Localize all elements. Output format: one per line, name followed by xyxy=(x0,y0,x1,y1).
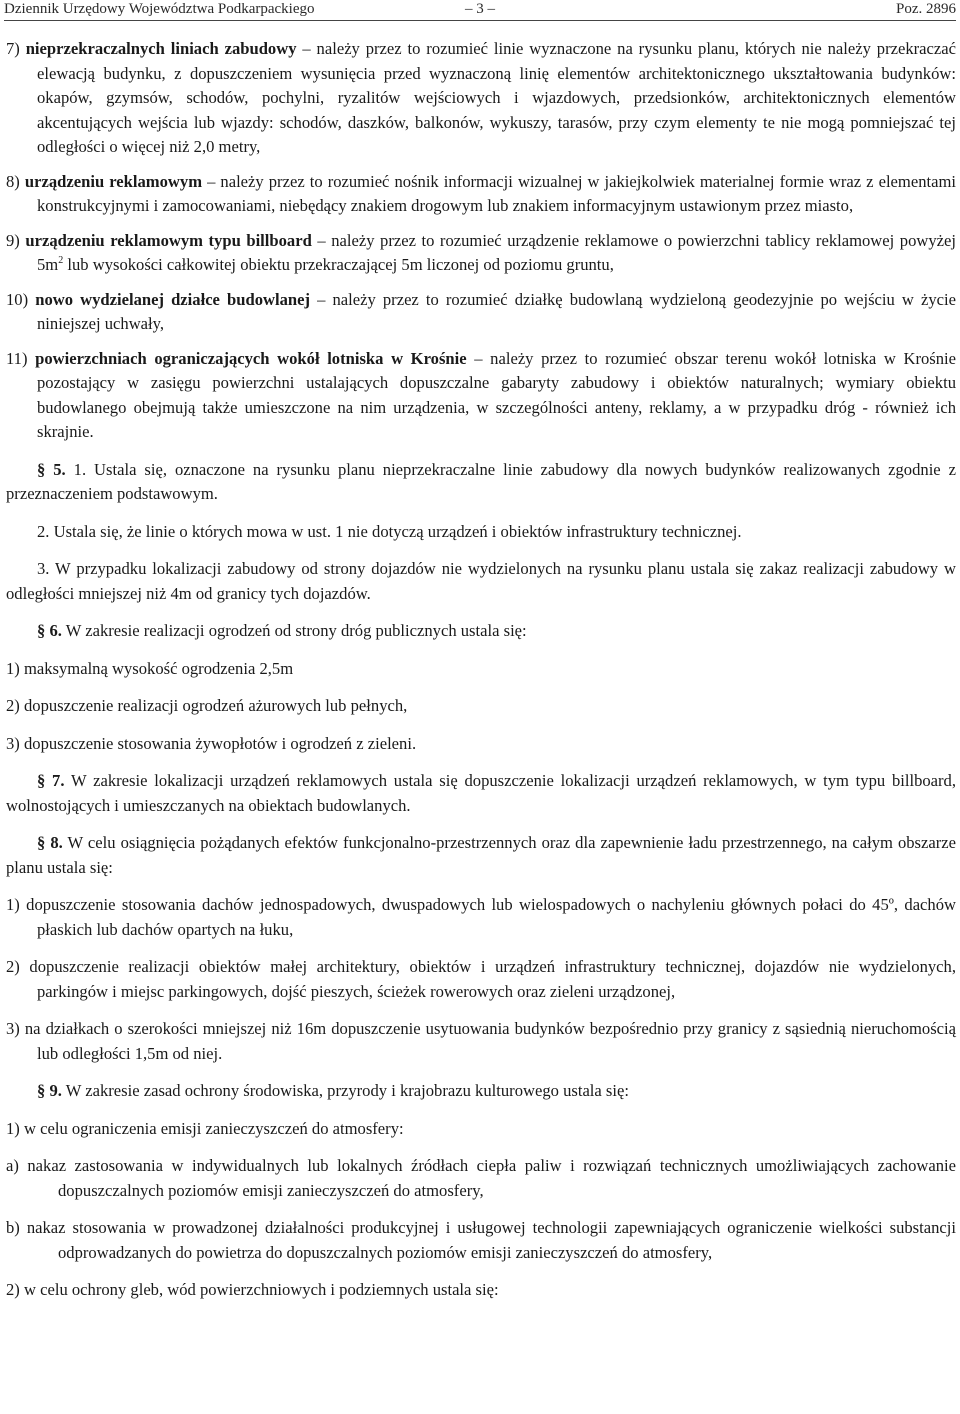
section-5-paragraph-1 xyxy=(6,458,956,507)
definition-text-continued: lub wysokości całkowitej obiektu przekraczającej 5m liczonej od poziomu gruntu, xyxy=(63,255,614,274)
definition-text: – należy przez to rozumieć linie wyznaczone na rysunku planu, których nie należy przekraczać elewacją budynku, z dopuszczeniem wysunięcia przed wyznaczoną linię elementów architektonicznego ukształtowania budynków: okapów, gzymsów, schodów, pochylni, ryzalitów wejściowych i wjazdowych, przedsionków, architektonicznych elementów akcentujących wejścia lub wjazdy: schodów, daszków, balkonów, wykuszy, tarasów, przy czym elementy te nie mogą pomniejszać tej odległości o więcej niż 2,0 metry, xyxy=(37,39,956,156)
section-number: § 6. xyxy=(37,621,62,640)
definition-8 xyxy=(6,170,956,219)
paragraph-text: W zakresie lokalizacji urządzeń reklamowych ustala się dopuszczenie lokalizacji urządzeń reklamowych, w tym typu billboard, wolnostojących i umieszczanych na obiektach budowlanych. xyxy=(6,771,957,815)
definition-number: 9) xyxy=(6,230,20,250)
definition-term: nowo wydzielanej działce budowlanej xyxy=(35,289,311,309)
definition-term: urządzeniu reklamowym xyxy=(24,171,203,191)
definition-number: 10) xyxy=(6,289,29,309)
section-6-item-2: 2) dopuszczenie realizacji ogrodzeń ażurowych lub pełnych, xyxy=(6,696,408,715)
definition-text: – należy przez to rozumieć urządzenie reklamowe o powierzchni tablicy reklamowej powyżej 5m xyxy=(37,230,957,274)
section-number: § 7. xyxy=(37,771,65,790)
superscript: 2 xyxy=(58,255,64,266)
page-header xyxy=(4,0,956,21)
section-8-item-1: 1) dopuszczenie stosowania dachów jednospadowych, dwuspadowych lub wielospadowych o nachyleniu głównych połaci do 45º, dachów płaskich lub dachów opartych na łuku, xyxy=(6,895,956,939)
section-9-item-2: 2) w celu ochrony gleb, wód powierzchniowych i podziemnych ustala się: xyxy=(6,1280,499,1299)
definition-11 xyxy=(6,347,956,445)
page-number: – 3 – xyxy=(465,1,495,17)
definition-term: powierzchniach ograniczających wokół lotniska w Krośnie xyxy=(35,348,467,368)
section-number: § 8. xyxy=(37,833,63,852)
journal-title: Dziennik Urzędowy Województwa Podkarpackiego xyxy=(4,1,315,17)
section-8-intro xyxy=(6,831,956,880)
paragraph-text: 1. Ustala się, oznaczone na rysunku planu nieprzekraczalne linie zabudowy dla nowych budynków realizowanych zgodnie z przeznaczeniem podstawowym. xyxy=(6,459,956,503)
section-9-intro xyxy=(6,1079,956,1104)
document-body xyxy=(6,37,956,1316)
section-5-paragraph-2: 2. Ustala się, że linie o których mowa w ust. 1 nie dotyczą urządzeń i obiektów infrastruktury technicznej. xyxy=(37,521,742,541)
definition-number: 8) xyxy=(6,171,20,191)
definition-10 xyxy=(6,288,956,337)
definition-9 xyxy=(6,229,956,278)
paragraph-text: W zakresie zasad ochrony środowiska, przyrody i krajobrazu kulturowego ustala się: xyxy=(61,1081,629,1100)
section-number: § 5. xyxy=(37,459,66,479)
section-6-item-1: 1) maksymalną wysokość ogrodzenia 2,5m xyxy=(6,658,294,678)
definition-7 xyxy=(6,37,956,160)
section-6-intro xyxy=(6,619,956,644)
definition-number: 7) xyxy=(6,39,20,58)
definition-text: – należy przez to rozumieć obszar terenu wokół lotniska w Krośnie pozostający w zasięgu powierzchni ustalających dopuszczalne gabaryty zabudowy i obiektów naturalnych; wymiary obiektu budowlanego obejmują także umieszczone na nim urządzenia, w szczególności anteny, reklamy, a w przypadku dróg - również ich skrajnie. xyxy=(37,348,956,441)
definition-text: – należy przez to rozumieć działkę budowlaną wydzieloną geodezyjnie po wejściu w życie niniejszej uchwały, xyxy=(37,289,956,333)
section-5-paragraph-3: 3. W przypadku lokalizacji zabudowy od strony dojazdów nie wydzielonych na rysunku planu ustala się zakaz realizacji zabudowy w odległości mniejszej niż 4m od granicy tych dojazdów. xyxy=(6,559,956,603)
definition-text: – należy przez to rozumieć nośnik informacji wizualnej w jakiejkolwiek materialnej formie wraz z elementami konstrukcyjnymi i zamocowaniami, niebędący znakiem drogowym lub znakiem informacyjnym ustawionym przez miasto, xyxy=(37,171,956,215)
paragraph-text: W zakresie realizacji ogrodzeń od strony dróg publicznych ustala się: xyxy=(61,621,527,640)
section-6-item-3: 3) dopuszczenie stosowania żywopłotów i ogrodzeń z zieleni. xyxy=(6,733,417,753)
definition-term: nieprzekraczalnych liniach zabudowy xyxy=(25,39,297,58)
definition-number: 11) xyxy=(6,348,28,368)
section-9-subitem-b: b) nakaz stosowania w prowadzonej działalności produkcyjnej i usługowej technologii zapewniających ograniczenie wielkości substancji odprowadzanych do powietrza do dopuszczalnych poziomów emisji zanieczyszczeń do atmosfery, xyxy=(6,1218,956,1262)
section-7 xyxy=(6,769,956,818)
section-9-subitem-a: a) nakaz zastosowania w indywidualnych lub lokalnych źródłach ciepła paliw i rozwiązań technicznych umożliwiających zachowanie dopuszczalnych poziomów emisji zanieczyszczeń do atmosfery, xyxy=(6,1156,956,1200)
section-8-item-2: 2) dopuszczenie realizacji obiektów małej architektury, obiektów i urządzeń infrastruktury technicznej, dojazdów nie wydzielonych, parkingów i miejsc parkingowych, dojść pieszych, ścieżek rowerowych oraz zieleni urządzonej, xyxy=(6,957,956,1001)
paragraph-text: W celu osiągnięcia pożądanych efektów funkcjonalno-przestrzennych oraz dla zapewnienie ładu przestrzennego, na całym obszarze planu ustala się: xyxy=(6,833,956,877)
section-number: § 9. xyxy=(37,1081,62,1100)
position-number: Poz. 2896 xyxy=(896,1,956,17)
section-9-item-1: 1) w celu ograniczenia emisji zanieczyszczeń do atmosfery: xyxy=(6,1118,404,1138)
definition-term: urządzeniu reklamowym typu billboard xyxy=(25,230,312,250)
section-8-item-3: 3) na działkach o szerokości mniejszej niż 16m dopuszczenie usytuowania budynków bezpośrednio przy granicy z sąsiednią nieruchomością lub odległości 1,5m od niej. xyxy=(6,1019,956,1063)
